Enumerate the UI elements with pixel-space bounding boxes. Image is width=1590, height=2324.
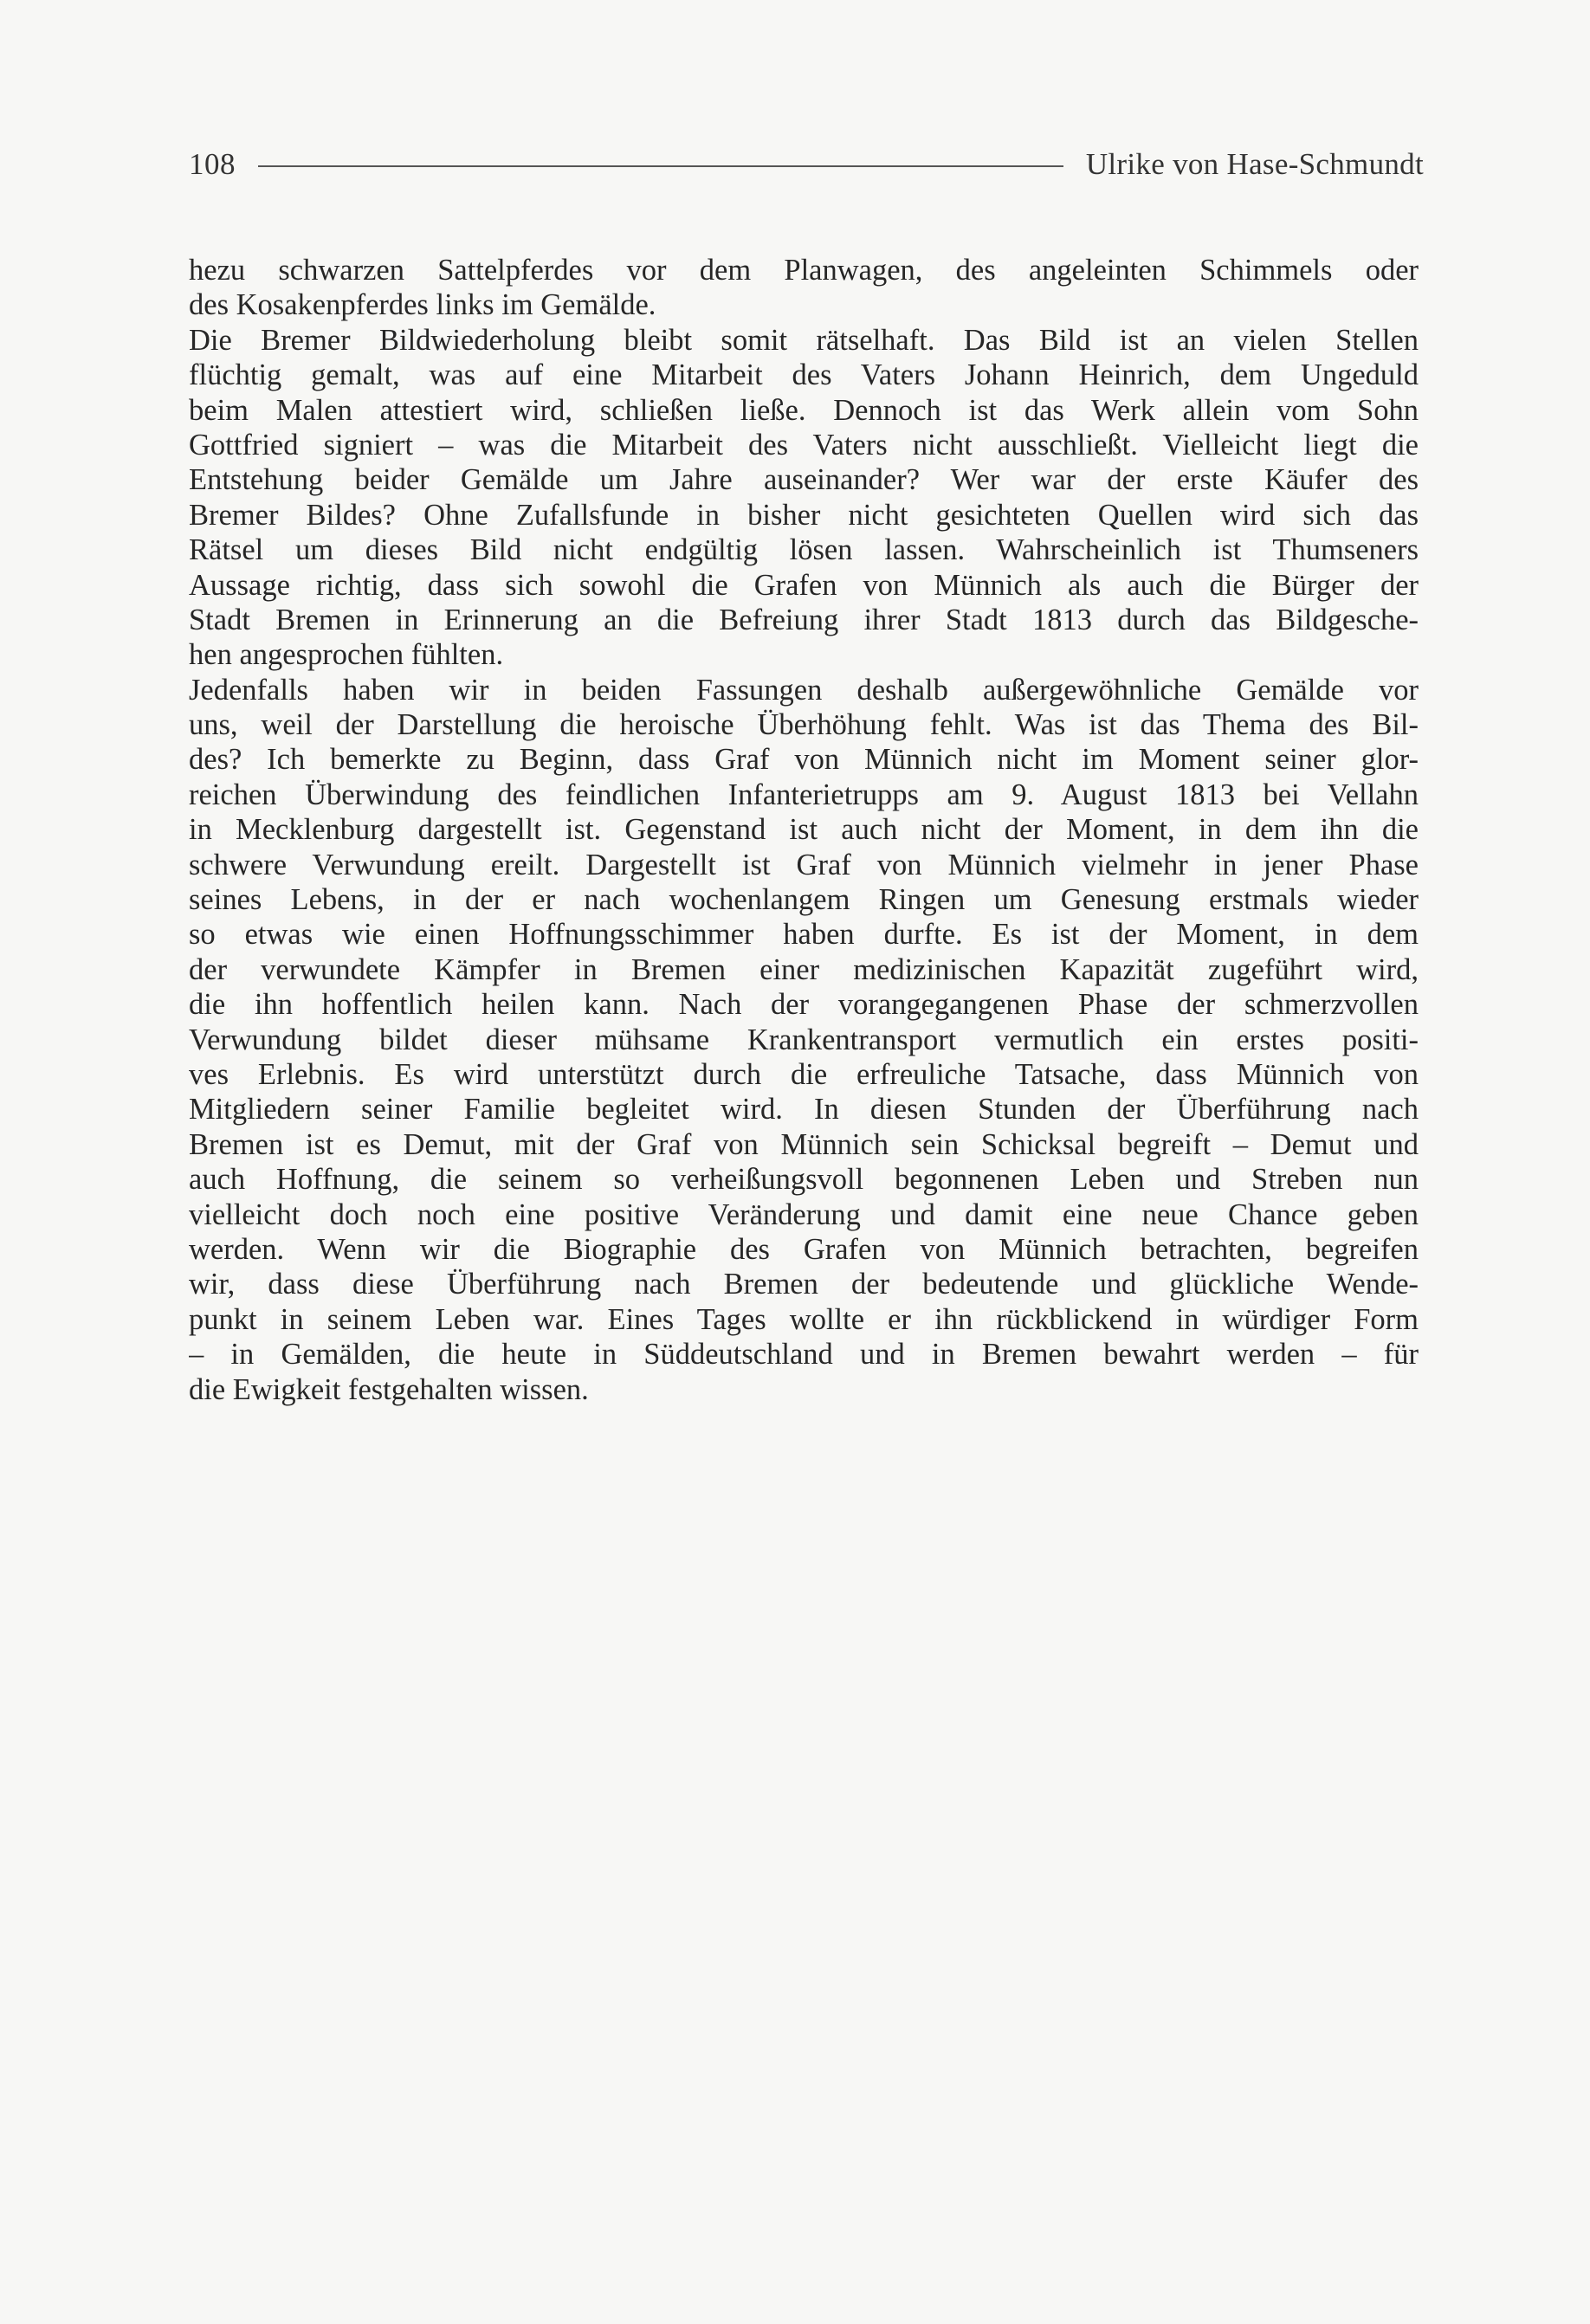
text-line: – in Gemälden, die heute in Süddeutschland und in Bremen bewahrt werden – für xyxy=(189,1338,1419,1372)
text-line: Verwundung bildet dieser mühsame Krankentransport vermutlich ein erstes positi- xyxy=(189,1023,1419,1056)
text-line: die Ewigkeit festgehalten wissen. xyxy=(189,1372,589,1406)
text-line: hen angesprochen fühlten. xyxy=(189,638,504,672)
text-line: uns, weil der Darstellung die heroische Überhöhung fehlt. Was ist das Thema des Bil- xyxy=(189,708,1419,742)
text-line: seines Lebens, in der er nach wochenlangem Ringen um Genesung erstmals wieder xyxy=(189,883,1419,917)
text-line: in Mecklenburg dargestellt ist. Gegenstand ist auch nicht der Moment, in dem ihn die xyxy=(189,813,1419,847)
text-line: Aussage richtig, dass sich sowohl die Grafen von Münnich als auch die Bürger der xyxy=(189,568,1419,602)
text-line: Bremen ist es Demut, mit der Graf von Münnich sein Schicksal begreift – Demut und xyxy=(189,1127,1419,1161)
text-line: vielleicht doch noch eine positive Veränderung und damit eine neue Chance geben xyxy=(189,1198,1419,1231)
text-line: Mitgliedern seiner Familie begleitet wird. In diesen Stunden der Überführung nach xyxy=(189,1093,1419,1126)
text-line: hezu schwarzen Sattelpferdes vor dem Planwagen, des angeleinten Schimmels oder xyxy=(189,254,1419,287)
text-line: Stadt Bremen in Erinnerung an die Befreiung ihrer Stadt 1813 durch das Bildgesche- xyxy=(189,603,1419,636)
text-line: Rätsel um dieses Bild nicht endgültig lösen lassen. Wahrscheinlich ist Thumseners xyxy=(189,533,1419,567)
text-line: beim Malen attestiert wird, schließen ließe. Dennoch ist das Werk allein vom Sohn xyxy=(189,393,1419,427)
text-line: der verwundete Kämpfer in Bremen einer medizinischen Kapazität zugeführt wird, xyxy=(189,952,1419,986)
text-line: reichen Überwindung des feindlichen Infanterietrupps am 9. August 1813 bei Vellahn xyxy=(189,778,1419,811)
text-line: des? Ich bemerkte zu Beginn, dass Graf von Münnich nicht im Moment seiner glor- xyxy=(189,743,1419,777)
text-line: flüchtig gemalt, was auf eine Mitarbeit des Vaters Johann Heinrich, dem Ungeduld xyxy=(189,358,1419,392)
text-line: Bremer Bildes? Ohne Zufallsfunde in bisher nicht gesichteten Quellen wird sich das xyxy=(189,498,1419,532)
text-line: die ihn hoffentlich heilen kann. Nach der vorangegangenen Phase der schmerzvollen xyxy=(189,988,1419,1022)
text-line: werden. Wenn wir die Biographie des Grafen von Münnich betrachten, begreifen xyxy=(189,1232,1419,1266)
text-line: Gottfried signiert – was die Mitarbeit des Vaters nicht ausschließt. Vielleicht liegt die xyxy=(189,428,1419,462)
body-text xyxy=(189,253,1419,1407)
text-line: wir, dass diese Überführung nach Bremen der bedeutende und glückliche Wende- xyxy=(189,1268,1419,1301)
header-rule xyxy=(258,165,1063,167)
text-line: Die Bremer Bildwiederholung bleibt somit rätselhaft. Das Bild ist an vielen Stellen xyxy=(189,323,1419,357)
text-line: auch Hoffnung, die seinem so verheißungsvoll begonnenen Leben und Streben nun xyxy=(189,1163,1419,1197)
text-line: punkt in seinem Leben war. Eines Tages wollte er ihn rückblickend in würdiger Form xyxy=(189,1302,1419,1336)
text-line: Entstehung beider Gemälde um Jahre auseinander? Wer war der erste Käufer des xyxy=(189,463,1419,497)
text-line: des Kosakenpferdes links im Gemälde. xyxy=(189,288,656,322)
text-line: ves Erlebnis. Es wird unterstützt durch die erfreuliche Tatsache, dass Münnich von xyxy=(189,1057,1419,1091)
text-line: Jedenfalls haben wir in beiden Fassungen deshalb außergewöhnliche Gemälde vor xyxy=(189,673,1419,707)
text-line: so etwas wie einen Hoffnungsschimmer haben durfte. Es ist der Moment, in dem xyxy=(189,918,1419,952)
page-number: 108 xyxy=(189,147,236,181)
text-line: schwere Verwundung ereilt. Dargestellt ist Graf von Münnich vielmehr in jener Phase xyxy=(189,848,1419,881)
running-head-author: Ulrike von Hase-Schmundt xyxy=(1085,147,1424,181)
page-header xyxy=(189,139,1424,190)
